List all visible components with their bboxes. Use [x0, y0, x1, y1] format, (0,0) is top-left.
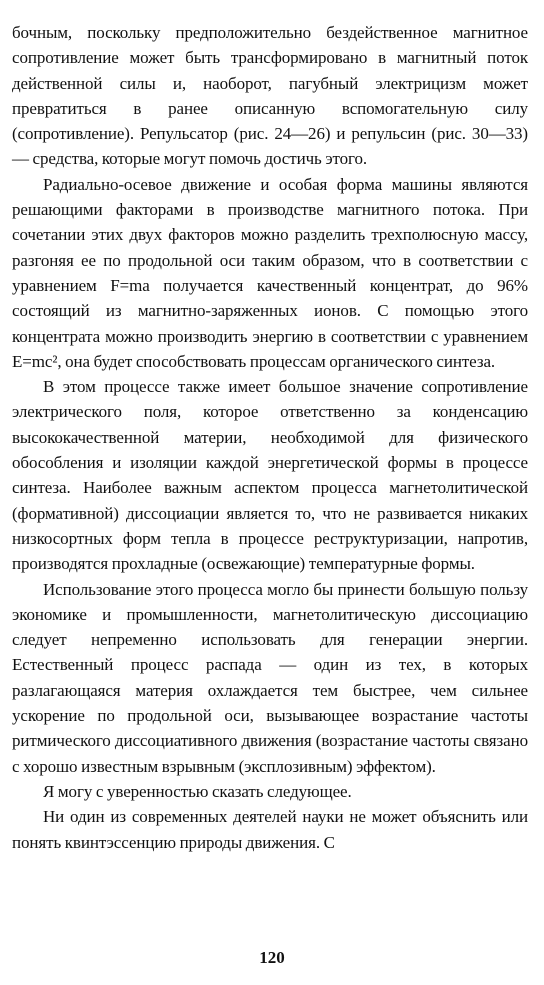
paragraph-2: Радиально-осевое движение и особая форма машины являются решающими факторами в производстве магнитного потока. При сочетании этих двух факторов можно разделить трехполюсную массу, разгоняя ее по продольной оси таким образом, что в соответствии с уравнением F=ma получается качественный концентрат, до 96% состоящий из магнитно-заряженных ионов. С помощью этого концентрата можно производить энергию в соответствии с уравнением E=mc², она будет способствовать процессам органического синтеза.	[12, 174, 528, 371]
paragraph-6: Ни один из современных деятелей науки не может объяснить или понять квинтэссенцию природы движения. С	[12, 807, 528, 852]
book-page	[12, 20, 528, 855]
paragraph-4: Использование этого процесса могло бы принести большую пользу экономике и промышленности, магнетолитическую диссоциацию следует непременно использовать для генерации энергии. Естественный процесс распада — один из тех, в которых разлагающаяся материя охлаждается тем быстрее, чем сильнее ускорение по продольной оси, вызывающее возрастание частоты ритмического диссоциативного движения (возрастание частоты связано с хорошо известным взрывным (эксплозивным) эффектом).	[12, 579, 528, 776]
paragraph-1: бочным, поскольку предположительно бездейственное магнитное сопротивление может быть трансформировано в магнитный поток действенной силы и, наоборот, пагубный электрицизм может превратиться в ранее описанную вспомогательную силу (сопротивление). Репульсатор (рис. 24—26) и репульсин (рис. 30—33) — средства, которые могут помочь достичь этого.	[12, 23, 528, 169]
paragraph-3: В этом процессе также имеет большое значение сопротивление электрического поля, которое ответственно за конденсацию высококачественной материи, необходимой для физического обособления и изоляции каждой энергетической формы в процессе синтеза. Наиболее важным аспектом процесса магнетолитической (формативной) диссоциации является то, что не развивается никаких низкосортных форм тепла в процессе реструктуризации, напротив, производятся прохладные (освежающие) температурные формы.	[12, 377, 528, 574]
page-number: 120	[259, 948, 285, 967]
paragraph-5: Я могу с уверенностью сказать следующее.	[43, 781, 352, 801]
